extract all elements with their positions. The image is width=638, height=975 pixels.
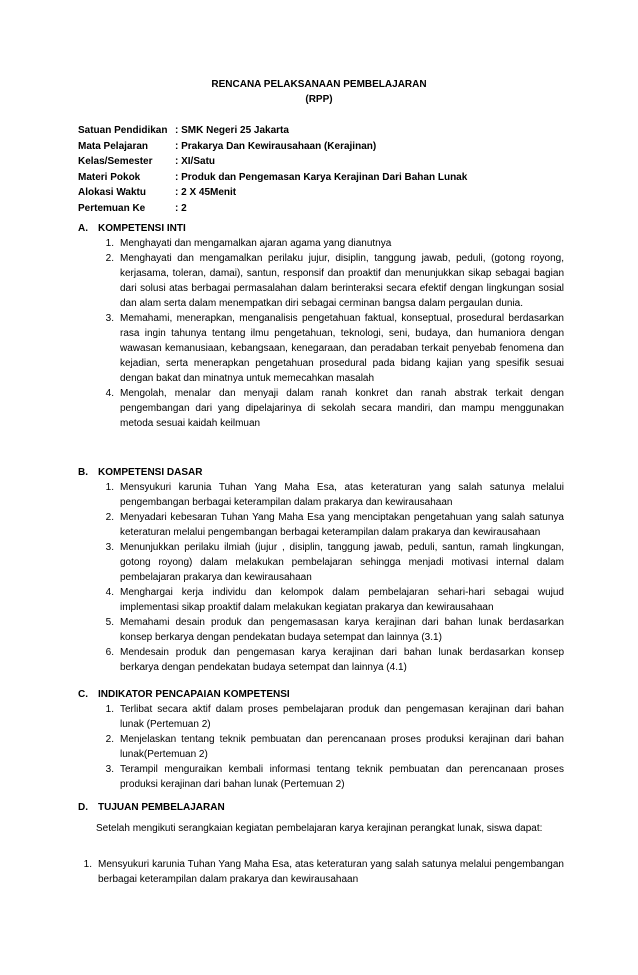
section-d-list [78, 857, 564, 887]
list-text: Menghayati dan mengamalkan perilaku jujur, disiplin, tanggung jawab, peduli, (gotong royong, kerjasama, toleran, damai), santun, responsif dan proaktif dan menunjukkan sikap sebagai bagian dari solusi atas berbagai permasalahan dalam berinteraksi secara efektif dengan lingkungan sosial dan alam serta dalam menempatkan diri sebagai cerminan bangsa dalam pergaulan dunia. [120, 253, 564, 309]
section-letter: A. [78, 223, 88, 234]
list-item [78, 311, 564, 386]
list-text: Mendesain produk dan pengemasan karya kerajinan dari bahan lunak berdasarkan konsep berkarya dengan pendekatan budaya setempat dan lainnya (4.1) [120, 647, 564, 673]
info-row [78, 154, 467, 170]
list-text: Menyadari kebesaran Tuhan Yang Maha Esa yang menciptakan pengetahuan yang salah satunya keteraturan melalui pengembangan berbagai keterampilan dalam prakarya dan kewirausahaan [120, 512, 564, 538]
info-value: : Produk dan Pengemasan Karya Kerajinan Dari Bahan Lunak [175, 171, 468, 183]
section-title: TUJUAN PEMBELAJARAN [98, 802, 225, 813]
list-item [78, 480, 564, 510]
info-value: : 2 X 45Menit [175, 187, 237, 198]
info-row [78, 170, 467, 186]
list-number: 4. [105, 388, 114, 399]
list-text: Mensyukuri karunia Tuhan Yang Maha Esa, atas keteraturan yang salah satunya melalui pengembangan berbagai keterampilan dalam prakarya dan kewirausahaan [120, 482, 564, 508]
info-label: Alokasi Waktu [78, 187, 146, 198]
info-value: : XI/Satu [175, 156, 216, 167]
section-a-heading [78, 221, 186, 236]
list-number: 2. [105, 512, 114, 523]
list-number: 2. [105, 253, 114, 264]
info-label: Kelas/Semester [78, 156, 153, 167]
list-text: Mensyukuri karunia Tuhan Yang Maha Esa, atas keteraturan yang salah satunya melalui pengembangan berbagai keterampilan dalam prakarya dan kewirausahaan [98, 859, 564, 885]
info-label: Materi Pokok [78, 171, 141, 183]
list-number: 5. [105, 617, 114, 628]
list-item [78, 702, 564, 732]
list-item [78, 732, 564, 762]
list-number: 3. [105, 764, 114, 775]
info-label: Mata Pelajaran [78, 140, 149, 152]
section-letter: C. [78, 689, 88, 700]
list-text: Mengolah, menalar dan menyaji dalam ranah konkret dan ranah abstrak terkait dengan pengembangan dari yang dipelajarinya di sekolah secara mandiri, dan mampu menggunakan metoda sesuai kaidah keilmuan [120, 388, 564, 429]
section-title: KOMPETENSI INTI [98, 223, 186, 234]
section-a-list [78, 236, 564, 431]
list-number: 3. [105, 542, 114, 553]
list-text: Menjelaskan tentang teknik pembuatan dan perencanaan proses produksi kerajinan dari bahan lunak(Pertemuan 2) [120, 734, 564, 760]
list-number: 1. [105, 704, 114, 715]
list-text: Memahami desain produk dan pengemasasan karya kerajinan dari bahan lunak berdasarkan konsep berkarya dengan pendekatan budaya setempat dan lainnya (3.1) [120, 617, 564, 643]
info-row [78, 201, 467, 217]
section-d-heading [78, 800, 225, 815]
list-item [78, 540, 564, 585]
section-c-heading [78, 687, 290, 702]
list-item [78, 251, 564, 311]
identity-table [78, 123, 467, 216]
list-item [78, 857, 564, 887]
list-number: 1. [105, 482, 114, 493]
list-number: 2. [105, 734, 114, 745]
section-title: KOMPETENSI DASAR [98, 467, 203, 478]
list-text: Menghayati dan mengamalkan ajaran agama yang dianutnya [120, 238, 392, 249]
document-subtitle: (RPP) [305, 94, 333, 105]
list-text: Terampil menguraikan kembali informasi tentang teknik pembuatan dan perencanaan proses produksi kerajinan dari bahan lunak (Pertemuan 2) [120, 764, 564, 790]
info-value: : 2 [175, 202, 187, 214]
info-value: : SMK Negeri 25 Jakarta [175, 125, 289, 136]
document-title: RENCANA PELAKSANAAN PEMBELAJARAN [211, 79, 427, 90]
info-label: Pertemuan Ke [78, 202, 146, 214]
section-letter: B. [78, 467, 88, 478]
list-number: 1. [105, 238, 114, 249]
list-text: Menunjukkan perilaku ilmiah (jujur , disiplin, tanggung jawab, peduli, santun, ramah lingkungan, gotong royong) dalam melakukan pembelajaran sehingga menjadi motivasi internal dalam pembelajaran prakarya dan kewirausahaan [120, 542, 564, 583]
list-item [78, 386, 564, 431]
section-title: INDIKATOR PENCAPAIAN KOMPETENSI [98, 689, 290, 700]
list-item [78, 615, 564, 645]
list-text: Menghargai kerja individu dan kelompok dalam pembelajaran sehari-hari sebagai wujud implementasi sikap proaktif dalam melakukan kegiatan prakarya dan kewirausahaan [120, 587, 564, 613]
list-item [78, 645, 564, 675]
list-item [78, 585, 564, 615]
list-item [78, 510, 564, 540]
list-number: 3. [105, 313, 114, 324]
list-number: 1. [83, 859, 92, 870]
section-d-intro: Setelah mengikuti serangkaian kegiatan pembelajaran karya kerajinan perangkat lunak, siswa dapat: [96, 823, 543, 834]
info-row [78, 123, 467, 139]
list-number: 6. [105, 647, 114, 658]
section-b-heading [78, 465, 202, 480]
list-number: 4. [105, 587, 114, 598]
list-text: Terlibat secara aktif dalam proses pembelajaran produk dan pengemasan kerajinan dari bahan lunak (Pertemuan 2) [120, 704, 564, 730]
list-item [78, 236, 564, 251]
list-text: Memahami, menerapkan, menganalisis pengetahuan faktual, konseptual, prosedural berdasarkan rasa ingin tahunya tentang ilmu pengetahuan, teknologi, seni, budaya, dan humaniora dengan wawasan kemanusiaan, kebangsaan, kenegaraan, dan peradaban terkait penyebab fenomena dan kejadian, serta menerapkan pengetahuan prosedural pada bidang kajian yang spesifik sesuai dengan bakat dan minatnya untuk memecahkan masalah [120, 313, 564, 384]
section-b-list [78, 480, 564, 675]
info-row [78, 139, 467, 155]
section-c-list [78, 702, 564, 792]
info-label: Satuan Pendidikan [78, 125, 168, 136]
list-item [78, 762, 564, 792]
section-letter: D. [78, 802, 88, 813]
info-row [78, 185, 467, 201]
info-value: : Prakarya Dan Kewirausahaan (Kerajinan) [175, 140, 377, 152]
